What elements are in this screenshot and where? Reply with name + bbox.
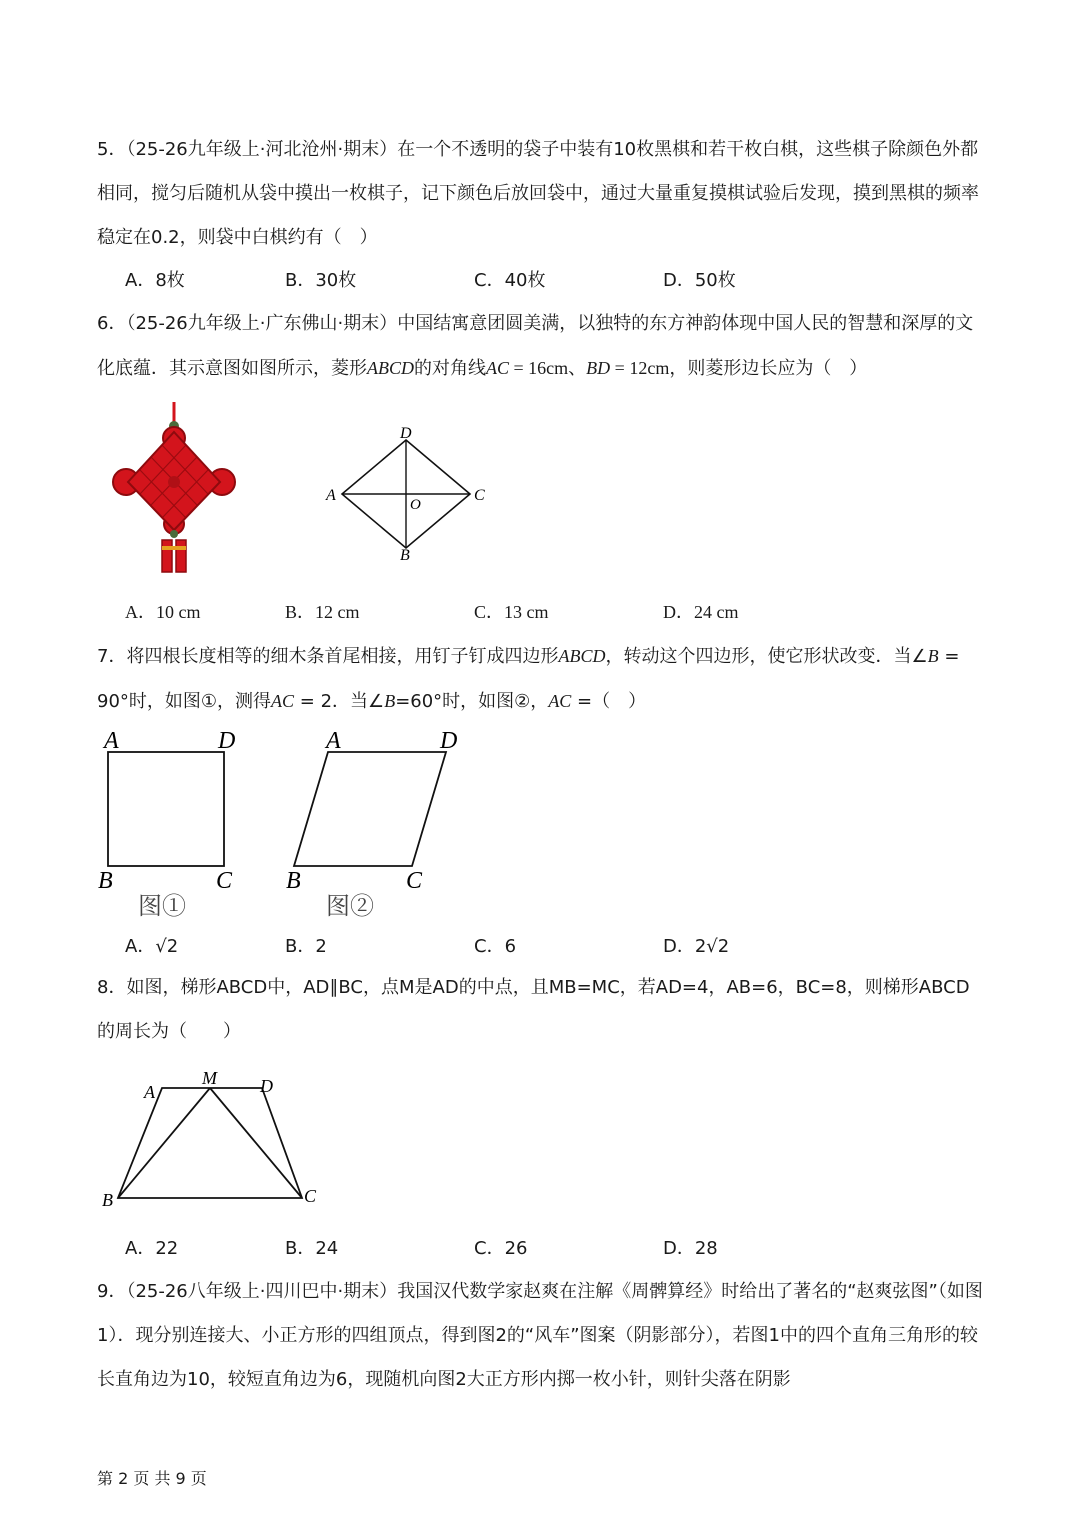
q8-option-c[interactable]: C．26: [474, 1238, 528, 1259]
q6-math-bd: BD: [586, 358, 611, 378]
question-8-options: [97, 1234, 987, 1264]
q6-eq2: = 12cm，则菱形边长应为（ ）: [610, 358, 868, 378]
q7-text-c: = 90°时，如图①，测得: [97, 646, 960, 712]
q7-option-b[interactable]: B．2: [285, 936, 327, 957]
fig2-label-c: C: [406, 868, 423, 894]
q8-option-b[interactable]: B．24: [285, 1238, 339, 1259]
rhombus-label-a: A: [326, 487, 336, 504]
rhombus-label-d: D: [400, 425, 412, 442]
q7-option-d[interactable]: D．2√2: [663, 936, 730, 957]
q7-math-abcd: ABCD: [558, 646, 606, 666]
rhombus-diagram: [320, 420, 495, 565]
question-8: [97, 966, 987, 1054]
q6-math-abcd: ABCD: [367, 358, 414, 378]
q5-option-b[interactable]: B．30枚: [285, 270, 357, 291]
fig1-label-c: C: [216, 868, 233, 894]
rhombus-label-c: C: [474, 487, 485, 504]
chinese-knot-image: [108, 400, 240, 576]
q6-text-b: 的对角线: [414, 358, 486, 379]
fig2-caption: 图②: [326, 894, 374, 920]
q5-option-d[interactable]: D．50枚: [663, 270, 736, 291]
question-5: [97, 128, 987, 260]
fig2-label-b: B: [286, 868, 301, 894]
fig1-label-a: A: [104, 728, 119, 754]
q6-option-c[interactable]: C．13 cm: [474, 602, 549, 622]
question-6-options: [97, 598, 987, 628]
figure-1-square: [96, 724, 256, 924]
q7-text-f: =（ ）: [571, 691, 647, 712]
q7-text-e: =60°时，如图②，: [395, 691, 549, 712]
trap-label-a: A: [144, 1082, 155, 1102]
q6-option-a[interactable]: A．10 cm: [125, 602, 201, 622]
question-5-text: 5．（25-26九年级上·河北沧州·期末）在一个不透明的袋子中装有10枚黑棋和若干枚白棋，这些棋子除颜色外都相同，搅匀后随机从袋中摸出一枚棋子，记下颜色后放回袋中，通过大量重复摸棋试验后发现，摸到黑棋的频率稳定在0.2，则袋中白棋约有（ ）: [97, 139, 979, 248]
question-7: [97, 634, 987, 724]
question-7-options: [97, 932, 987, 962]
q6-math-ac: AC: [486, 358, 510, 378]
q7-text-d: = 2．当∠: [294, 691, 385, 712]
trap-label-c: C: [304, 1186, 317, 1206]
q7-math-b: B: [927, 646, 939, 666]
fig1-caption: 图①: [138, 894, 186, 920]
trap-label-b: B: [102, 1190, 113, 1210]
trap-label-d: D: [260, 1076, 273, 1096]
q7-math-b2: B: [384, 691, 396, 711]
q6-text-a: 6．（25-26九年级上·广东佛山·期末）中国结寓意团圆美满，以独特的东方神韵体现中国人民的智慧和深厚的文化底蕴．其示意图如图所示，菱形: [97, 313, 974, 379]
fig2-label-d: D: [440, 728, 458, 754]
question-5-options: [97, 266, 987, 296]
question-6: [97, 302, 987, 391]
rhombus-label-b: B: [400, 547, 410, 564]
page-footer: 第 2 页 共 9 页: [97, 1469, 207, 1488]
fig1-label-d: D: [218, 728, 236, 754]
q8-option-d[interactable]: D．28: [663, 1238, 718, 1259]
figure-2-parallelogram: [284, 724, 464, 924]
fig2-label-a: A: [326, 728, 341, 754]
q7-math-ac: AC: [271, 691, 295, 711]
q7-text-b: ，转动这个四边形，使它形状改变．当∠: [605, 646, 928, 667]
q5-option-c[interactable]: C．40枚: [474, 270, 546, 291]
q7-text-a: 7．将四根长度相等的细木条首尾相接，用钉子钉成四边形: [97, 646, 559, 667]
q7-option-a[interactable]: A．√2: [125, 936, 179, 957]
q8-option-a[interactable]: A．22: [125, 1238, 179, 1259]
q6-eq1: = 16cm、: [509, 358, 587, 378]
q7-option-c[interactable]: C．6: [474, 936, 517, 957]
q5-option-a[interactable]: A．8枚: [125, 270, 185, 291]
rhombus-label-o: O: [410, 497, 421, 513]
q7-math-ac2: AC: [548, 691, 572, 711]
question-8-text: 8．如图，梯形ABCD中，AD∥BC，点M是AD的中点，且MB=MC，若AD=4，AB=6，BC=8，则梯形ABCD的周长为（ ）: [97, 977, 970, 1042]
q6-option-b[interactable]: B．12 cm: [285, 602, 360, 622]
fig1-label-b: B: [98, 868, 113, 894]
q6-option-d[interactable]: D．24 cm: [663, 602, 739, 622]
trapezoid-diagram: [96, 1064, 326, 1214]
question-9: [97, 1270, 987, 1402]
trap-label-m: M: [202, 1068, 217, 1088]
question-9-text: 9．（25-26八年级上·四川巴中·期末）我国汉代数学家赵爽在注解《周髀算经》时给出了著名的“赵爽弦图”（如图1）．现分别连接大、小正方形的四组顶点，得到图2的“风车”图案（阴影部分），若图1中的四个直角三角形的较长直角边为10，较短直角边为6，现随机向图2大正方形内掷一枚小针，则针尖落在阴影: [97, 1281, 983, 1390]
